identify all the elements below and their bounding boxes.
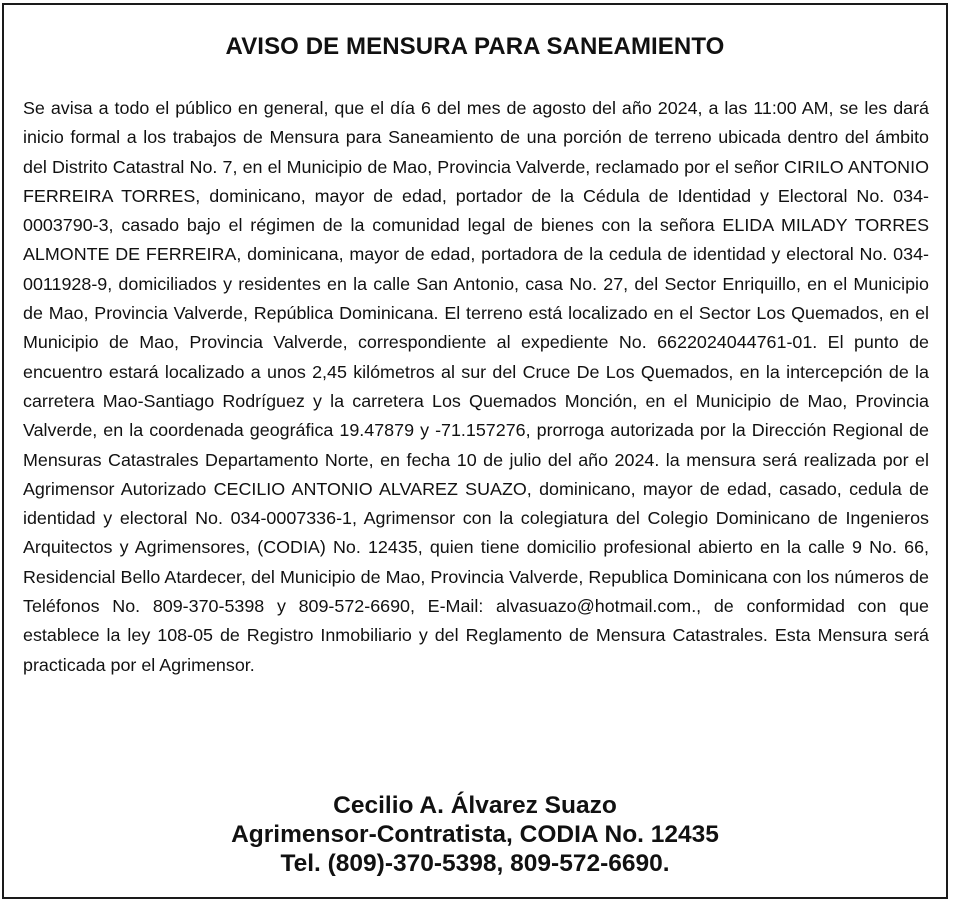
signature-phones: Tel. (809)-370-5398, 809-572-6690.	[280, 850, 670, 877]
notice-title: AVISO DE MENSURA PARA SANEAMIENTO	[225, 33, 725, 60]
notice-body: Se avisa a todo el público en general, que el día 6 del mes de agosto del año 2024, a las 11:00 AM, se les dará inicio formal a los trabajos de Mensura para Saneamiento de una porción de terreno ubicada dentro del ámbito del Distrito Catastral No. 7, en el Municipio de Mao, Provincia Valverde, reclamado por el señor CIRILO ANTONIO FERREIRA TORRES, dominicano, mayor de edad, portador de la Cédula de Identidad y Electoral No. 034-0003790-3, casado bajo el régimen de la comunidad legal de bienes con la señora ELIDA MILADY TORRES ALMONTE DE FERREIRA, dominicana, mayor de edad, portadora de la cedula de identidad y electoral No. 034-0011928-9, domiciliados y residentes en la calle San Antonio, casa No. 27, del Sector Enriquillo, en el Municipio de Mao, Provincia Valverde, República Dominicana. El terreno está localizado en el Sector Los Quemados, en el Municipio de Mao, Provincia Valverde, correspondiente al expediente No. 6622024044761-01. El punto de encuentro estará localizado a unos 2,45 kilómetros al sur del Cruce De Los Quemados, en la intercepción de la carretera Mao-Santiago Rodríguez y la carretera Los Quemados Monción, en el Municipio de Mao, Provincia Valverde, en la coordenada geográfica 19.47879 y -71.157276, prorroga autorizada por la Dirección Regional de Mensuras Catastrales Departamento Norte, en fecha 10 de julio del año 2024. la mensura será realizada por el Agrimensor Autorizado CECILIO ANTONIO ALVAREZ SUAZO, dominicano, mayor de edad, casado, cedula de identidad y electoral No. 034-0007336-1, Agrimensor con la colegiatura del Colegio Dominicano de Ingenieros Arquitectos y Agrimensores, (CODIA) No. 12435, quien tiene domicilio profesional abierto en la calle 9 No. 66, Residencial Bello Atardecer, del Municipio de Mao, Provincia Valverde, Republica Dominicana con los números de Teléfonos No. 809-370-5398 y 809-572-6690, E-Mail: alvasuazo@hotmail.com., de conformidad con que establece la ley 108-05 de Registro Inmobiliario y del Reglamento de Mensura Catastrales. Esta Mensura será practicada por el Agrimensor.	[23, 98, 929, 675]
signature-block	[4, 791, 946, 878]
notice-frame	[2, 3, 948, 899]
signature-role: Agrimensor-Contratista, CODIA No. 12435	[231, 821, 719, 848]
signature-name: Cecilio A. Álvarez Suazo	[333, 792, 617, 819]
